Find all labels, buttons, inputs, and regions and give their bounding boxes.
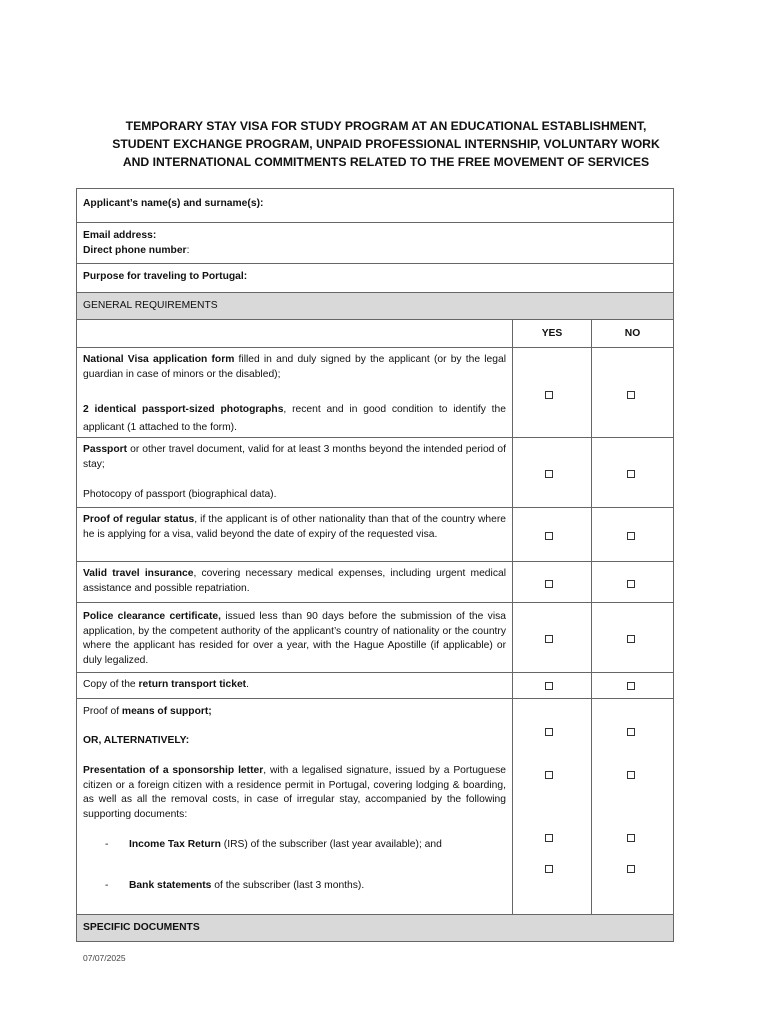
requirements-table bbox=[76, 188, 674, 942]
requirement-bold: Income Tax Return bbox=[129, 839, 221, 850]
checkbox-no[interactable] bbox=[627, 391, 635, 399]
requirement-rest: or other travel document, valid for at least 3 months beyond the intended period of stay; bbox=[83, 444, 506, 470]
specific-documents-label: SPECIFIC DOCUMENTS bbox=[83, 922, 200, 933]
general-requirements-label: GENERAL REQUIREMENTS bbox=[83, 300, 218, 311]
checkbox-yes[interactable] bbox=[545, 470, 553, 478]
checkbox-yes-means[interactable] bbox=[545, 728, 553, 736]
requirement-row-means-of-support bbox=[76, 698, 513, 915]
no-cell bbox=[591, 672, 674, 699]
phone-colon: : bbox=[186, 244, 190, 256]
checkbox-no-means[interactable] bbox=[627, 728, 635, 736]
applicant-name-label: Applicant’s name(s) and surname(s): bbox=[83, 198, 264, 209]
requirement-row-application-form bbox=[76, 347, 513, 438]
requirement-text bbox=[83, 567, 506, 596]
yes-cell bbox=[512, 602, 592, 673]
yes-cell bbox=[512, 698, 592, 915]
requirement-rest: , if the applicant is of other nationality than that of the country where he is applying for a visa, valid beyond the date of expiry of the requested visa. bbox=[83, 514, 506, 540]
requirement-rest: of the subscriber (last 3 months). bbox=[211, 880, 365, 891]
no-cell bbox=[591, 507, 674, 562]
applicant-name-field[interactable] bbox=[76, 188, 674, 223]
checkbox-no[interactable] bbox=[627, 635, 635, 643]
requirement-rest: issued less than 90 days before the submission of the visa application, by the competent authority of the applicant’s country of nationality or the country where the applicant has resided for over a year, with the Hague Apostille (if applicable) or duly legalized. bbox=[83, 611, 506, 666]
header-blank-cell bbox=[76, 319, 513, 348]
requirement-bold: Police clearance certificate, bbox=[83, 611, 221, 622]
requirement-text bbox=[83, 678, 506, 693]
checkbox-yes-sponsorship[interactable] bbox=[545, 771, 553, 779]
document-title bbox=[80, 117, 692, 171]
checkbox-no[interactable] bbox=[627, 532, 635, 540]
contact-field[interactable] bbox=[76, 222, 674, 264]
requirement-rest: , recent and in good condition to identify the applicant (1 attached to the form). bbox=[83, 404, 506, 433]
requirement-text bbox=[83, 443, 506, 472]
requirement-bold: Passport bbox=[83, 444, 128, 455]
yes-cell bbox=[512, 437, 592, 508]
requirement-rest: (IRS) of the subscriber (last year available); and bbox=[220, 839, 442, 850]
list-dash: - bbox=[105, 880, 109, 891]
specific-documents-header bbox=[76, 914, 674, 942]
requirement-text bbox=[83, 610, 506, 668]
title-line: AND INTERNATIONAL COMMITMENTS RELATED TO THE FREE MOVEMENT OF SERVICES bbox=[122, 155, 650, 169]
checkbox-no-sponsorship[interactable] bbox=[627, 771, 635, 779]
no-column-header bbox=[591, 319, 674, 348]
requirement-text bbox=[83, 488, 506, 503]
requirement-rest: . bbox=[246, 679, 249, 690]
checkbox-no[interactable] bbox=[627, 470, 635, 478]
requirement-row-return-ticket bbox=[76, 672, 513, 699]
no-cell bbox=[591, 561, 674, 603]
purpose-label: Purpose for traveling to Portugal: bbox=[83, 271, 248, 282]
yes-cell bbox=[512, 347, 592, 438]
requirement-rest: , with a legalised signature, issued by a Portuguese citizen or a foreign citizen with a residence permit in Portugal, covering lodging & boarding, as well as all the removal costs, in case of irregular stay, accompanied by the following supporting documents: bbox=[83, 765, 506, 820]
yes-cell bbox=[512, 561, 592, 603]
no-cell bbox=[591, 347, 674, 438]
requirement-rest: , covering necessary medical expenses, including urgent medical assistance and possible repatriation. bbox=[83, 568, 506, 594]
footer-date: 07/07/2025 bbox=[83, 953, 126, 963]
checkbox-no[interactable] bbox=[627, 580, 635, 588]
yes-column-header bbox=[512, 319, 592, 348]
requirement-bold: Bank statements bbox=[129, 880, 212, 891]
requirement-text bbox=[83, 513, 506, 542]
checkbox-yes-bank[interactable] bbox=[545, 865, 553, 873]
no-label: NO bbox=[624, 328, 641, 339]
phone-label: Direct phone number bbox=[83, 244, 187, 256]
requirement-bold: return transport ticket bbox=[138, 679, 247, 690]
yes-cell bbox=[512, 507, 592, 562]
title-line: TEMPORARY STAY VISA FOR STUDY PROGRAM AT AN EDUCATIONAL ESTABLISHMENT, bbox=[125, 119, 647, 133]
checkbox-yes[interactable] bbox=[545, 391, 553, 399]
no-cell bbox=[591, 437, 674, 508]
requirement-text bbox=[83, 353, 506, 382]
checkbox-yes[interactable] bbox=[545, 580, 553, 588]
general-requirements-header bbox=[76, 292, 674, 320]
checkbox-no-bank[interactable] bbox=[627, 865, 635, 873]
requirement-rest: Copy of the bbox=[83, 679, 139, 690]
checkbox-yes[interactable] bbox=[545, 532, 553, 540]
requirement-bold: means of support; bbox=[121, 706, 212, 717]
requirement-bold: Proof of regular status bbox=[83, 514, 195, 525]
checkbox-yes[interactable] bbox=[545, 635, 553, 643]
purpose-field[interactable] bbox=[76, 263, 674, 293]
requirement-bold: 2 identical passport-sized photographs bbox=[83, 404, 284, 415]
checkbox-yes[interactable] bbox=[545, 682, 553, 690]
list-dash: - bbox=[105, 839, 109, 850]
requirement-rest: Photocopy of passport (biographical data). bbox=[83, 489, 277, 500]
alternative-label: OR, ALTERNATIVELY: bbox=[83, 735, 190, 746]
title-line: STUDENT EXCHANGE PROGRAM, UNPAID PROFESSIONAL INTERNSHIP, VOLUNTARY WORK bbox=[112, 137, 660, 151]
checkbox-no[interactable] bbox=[627, 682, 635, 690]
requirement-text bbox=[83, 705, 506, 720]
no-cell bbox=[591, 698, 674, 915]
checkbox-yes-irs[interactable] bbox=[545, 834, 553, 842]
requirement-bold: Valid travel insurance bbox=[83, 568, 194, 579]
requirement-bold: National Visa application form bbox=[83, 354, 235, 365]
requirement-rest: Proof of bbox=[83, 706, 122, 717]
requirement-text bbox=[83, 764, 506, 822]
no-cell bbox=[591, 602, 674, 673]
requirement-rest: filled in and duly signed by the applicant (or by the legal guardian in case of minors or the disabled); bbox=[83, 354, 506, 380]
yes-label: YES bbox=[541, 328, 563, 339]
checkbox-no-irs[interactable] bbox=[627, 834, 635, 842]
yes-cell bbox=[512, 672, 592, 699]
requirement-text bbox=[83, 401, 506, 437]
requirement-bold: Presentation of a sponsorship letter bbox=[83, 765, 264, 776]
email-label: Email address: bbox=[83, 230, 157, 241]
requirement-row-police-clearance bbox=[76, 602, 513, 673]
requirement-row-travel-insurance bbox=[76, 561, 513, 603]
requirement-row-passport bbox=[76, 437, 513, 508]
requirement-row-regular-status bbox=[76, 507, 513, 562]
